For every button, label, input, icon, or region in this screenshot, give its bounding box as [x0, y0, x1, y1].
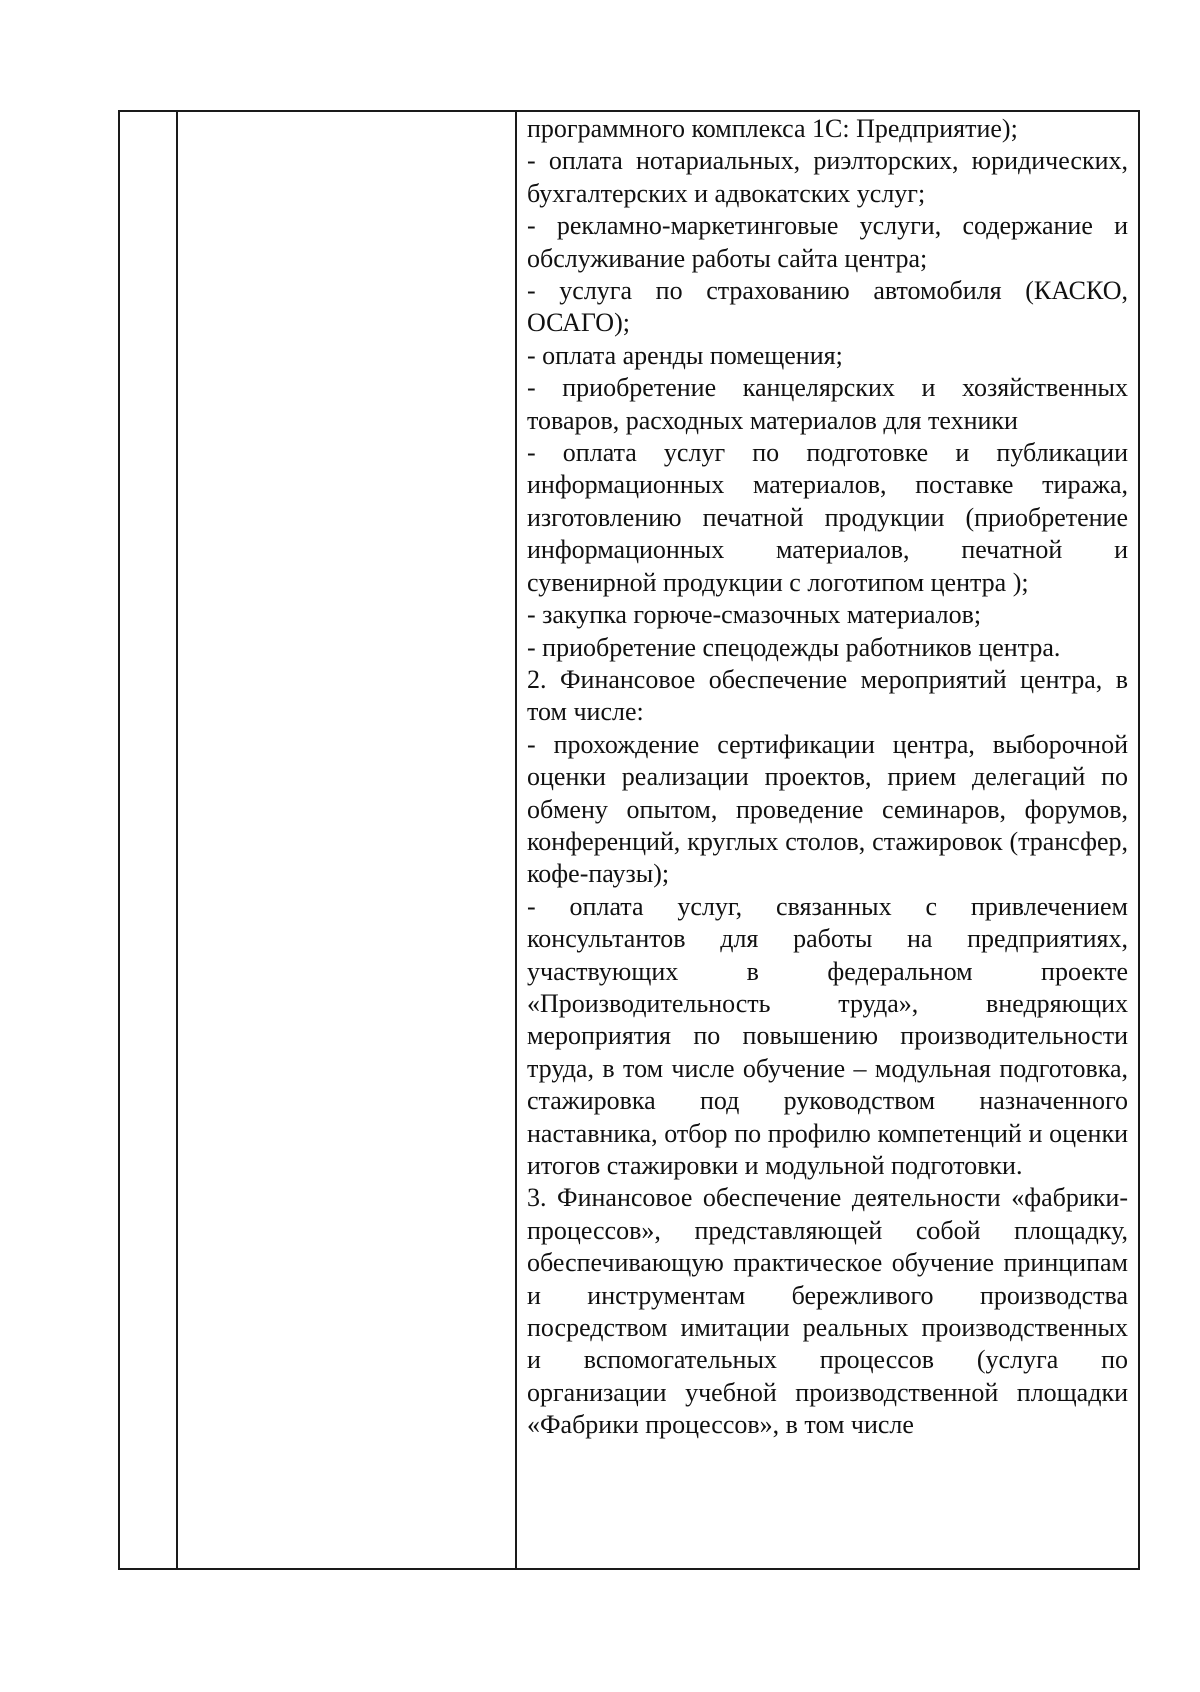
name-cell	[177, 111, 516, 1569]
paragraph: - оплата нотариальных, риэлторских, юридических, бухгалтерских и адвокатских услуг;	[527, 146, 1128, 208]
number-cell	[119, 111, 177, 1569]
paragraph: - рекламно-маркетинговые услуги, содержание и обслуживание работы сайта центра;	[527, 211, 1128, 273]
paragraph: - оплата услуг по подготовке и публикации информационных материалов, поставке тиража, изготовлению печатной продукции (приобретение информационных материалов, печатной и сувенирной продукции с логотипом центра );	[527, 438, 1128, 597]
paragraph: программного комплекса 1С: Предприятие);	[527, 114, 1018, 143]
paragraph: - оплата аренды помещения;	[527, 340, 843, 370]
paragraph: 2. Финансовое обеспечение мероприятий центра, в том числе:	[527, 664, 1128, 727]
paragraph: - оплата услуг, связанных с привлечением консультантов для работы на предприятиях, участвующих в федеральном проекте «Производительность труда», внедряющих мероприятия по повышению производительности труда, в том числе обучение – модульная подготовка, стажировка под руководством назначенного наставника, отбор по профилю компетенций и оценки итогов стажировки и модульной подготовки.	[527, 891, 1128, 1180]
paragraph: - приобретение спецодежды работников центра.	[527, 632, 1061, 662]
paragraph: 3. Финансовое обеспечение деятельности «фабрики-процессов», представляющей собой площадку, обеспечивающую практическое обучение принципам и инструментам бережливого производства посредством имитации реальных производственных и вспомогательных процессов (услуга по организации учебной производственной площадки «Фабрики процессов», в том числе	[527, 1183, 1128, 1440]
paragraph: - закупка горюче-смазочных материалов;	[527, 600, 982, 630]
document-table	[118, 110, 1140, 1570]
paragraph: - прохождение сертификации центра, выборочной оценки реализации проектов, прием делегаций по обмену опытом, проведение семинаров, форумов, конференций, круглых столов, стажировок (трансфер, кофе-паузы);	[527, 729, 1128, 889]
description-cell	[516, 111, 1139, 1569]
table-row	[119, 111, 1139, 1569]
paragraph: - приобретение канцелярских и хозяйственных товаров, расходных материалов для техники	[527, 373, 1128, 435]
paragraph: - услуга по страхованию автомобиля (КАСКО, ОСАГО);	[527, 276, 1128, 338]
